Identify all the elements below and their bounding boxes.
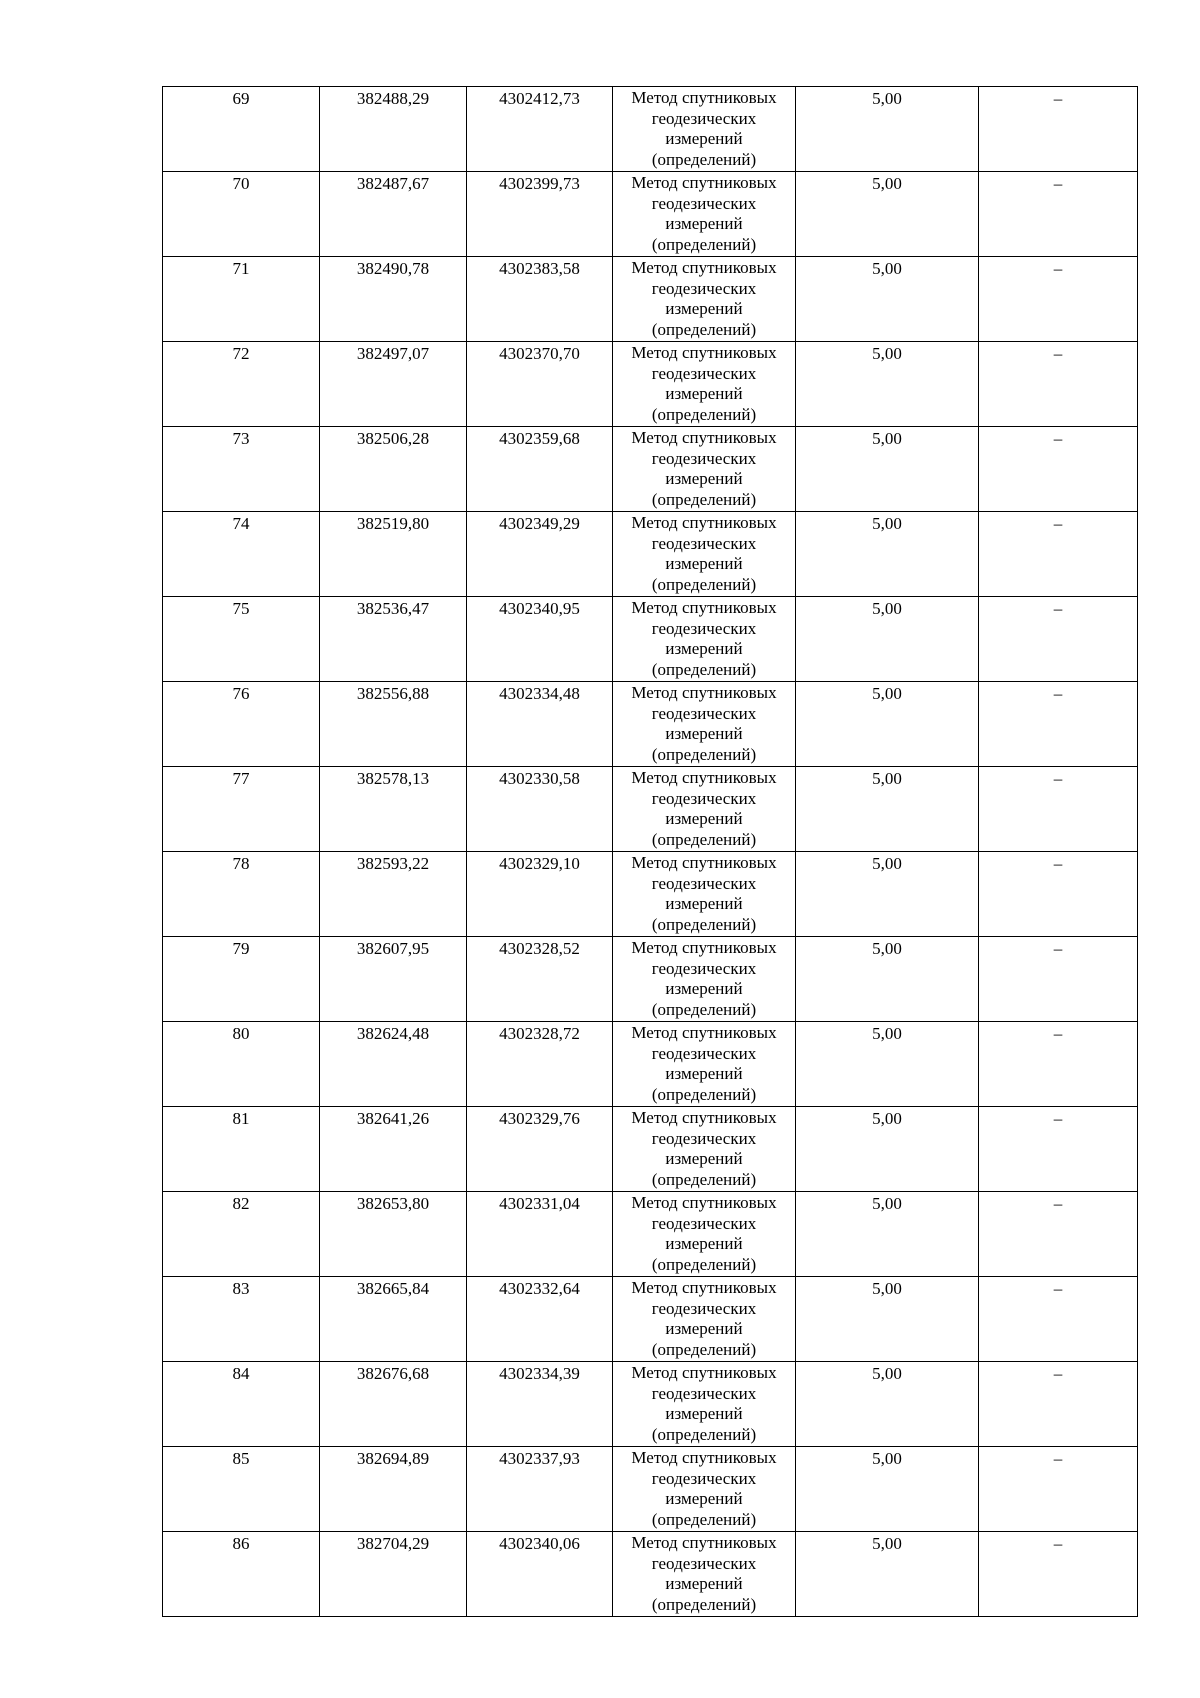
note-cell: – (979, 427, 1138, 512)
table-row (163, 1107, 1138, 1192)
accuracy-cell: 5,00 (796, 1022, 979, 1107)
table-row (163, 1277, 1138, 1362)
y-coordinate-cell: 4302334,48 (467, 682, 613, 767)
point-number-cell: 71 (163, 257, 320, 342)
x-coordinate-cell: 382487,67 (320, 172, 467, 257)
accuracy-cell: 5,00 (796, 257, 979, 342)
point-number-cell: 86 (163, 1532, 320, 1617)
accuracy-cell: 5,00 (796, 852, 979, 937)
point-number-cell: 70 (163, 172, 320, 257)
accuracy-cell: 5,00 (796, 1532, 979, 1617)
accuracy-cell: 5,00 (796, 427, 979, 512)
table-row (163, 172, 1138, 257)
point-number-cell: 83 (163, 1277, 320, 1362)
method-cell: Метод спутниковых геодезических измерений (определений) (613, 87, 796, 172)
table-row (163, 512, 1138, 597)
table-row (163, 1532, 1138, 1617)
table-row (163, 937, 1138, 1022)
note-cell: – (979, 342, 1138, 427)
y-coordinate-cell: 4302328,52 (467, 937, 613, 1022)
method-cell: Метод спутниковых геодезических измерений (определений) (613, 597, 796, 682)
y-coordinate-cell: 4302340,06 (467, 1532, 613, 1617)
point-number-cell: 77 (163, 767, 320, 852)
accuracy-cell: 5,00 (796, 87, 979, 172)
accuracy-cell: 5,00 (796, 682, 979, 767)
y-coordinate-cell: 4302331,04 (467, 1192, 613, 1277)
y-coordinate-cell: 4302329,10 (467, 852, 613, 937)
note-cell: – (979, 1447, 1138, 1532)
point-number-cell: 76 (163, 682, 320, 767)
note-cell: – (979, 257, 1138, 342)
note-cell: – (979, 682, 1138, 767)
x-coordinate-cell: 382490,78 (320, 257, 467, 342)
point-number-cell: 84 (163, 1362, 320, 1447)
y-coordinate-cell: 4302337,93 (467, 1447, 613, 1532)
table-row (163, 427, 1138, 512)
method-cell: Метод спутниковых геодезических измерений (определений) (613, 1532, 796, 1617)
note-cell: – (979, 512, 1138, 597)
note-cell: – (979, 767, 1138, 852)
table-row (163, 1192, 1138, 1277)
note-cell: – (979, 1192, 1138, 1277)
table-body (163, 87, 1138, 1617)
note-cell: – (979, 1532, 1138, 1617)
y-coordinate-cell: 4302370,70 (467, 342, 613, 427)
accuracy-cell: 5,00 (796, 512, 979, 597)
x-coordinate-cell: 382624,48 (320, 1022, 467, 1107)
y-coordinate-cell: 4302399,73 (467, 172, 613, 257)
accuracy-cell: 5,00 (796, 1447, 979, 1532)
method-cell: Метод спутниковых геодезических измерений (определений) (613, 767, 796, 852)
y-coordinate-cell: 4302340,95 (467, 597, 613, 682)
method-cell: Метод спутниковых геодезических измерений (определений) (613, 852, 796, 937)
accuracy-cell: 5,00 (796, 1107, 979, 1192)
note-cell: – (979, 1022, 1138, 1107)
note-cell: – (979, 852, 1138, 937)
point-number-cell: 72 (163, 342, 320, 427)
note-cell: – (979, 597, 1138, 682)
table-row (163, 1022, 1138, 1107)
coordinates-table (162, 86, 1138, 1617)
x-coordinate-cell: 382556,88 (320, 682, 467, 767)
y-coordinate-cell: 4302332,64 (467, 1277, 613, 1362)
point-number-cell: 75 (163, 597, 320, 682)
y-coordinate-cell: 4302383,58 (467, 257, 613, 342)
y-coordinate-cell: 4302334,39 (467, 1362, 613, 1447)
method-cell: Метод спутниковых геодезических измерений (определений) (613, 937, 796, 1022)
x-coordinate-cell: 382578,13 (320, 767, 467, 852)
y-coordinate-cell: 4302330,58 (467, 767, 613, 852)
method-cell: Метод спутниковых геодезических измерений (определений) (613, 512, 796, 597)
accuracy-cell: 5,00 (796, 937, 979, 1022)
accuracy-cell: 5,00 (796, 1362, 979, 1447)
method-cell: Метод спутниковых геодезических измерений (определений) (613, 1022, 796, 1107)
y-coordinate-cell: 4302329,76 (467, 1107, 613, 1192)
x-coordinate-cell: 382488,29 (320, 87, 467, 172)
accuracy-cell: 5,00 (796, 1277, 979, 1362)
table-row (163, 1362, 1138, 1447)
method-cell: Метод спутниковых геодезических измерений (определений) (613, 172, 796, 257)
method-cell: Метод спутниковых геодезических измерений (определений) (613, 1277, 796, 1362)
method-cell: Метод спутниковых геодезических измерений (определений) (613, 682, 796, 767)
note-cell: – (979, 172, 1138, 257)
table-row (163, 342, 1138, 427)
method-cell: Метод спутниковых геодезических измерений (определений) (613, 342, 796, 427)
table-row (163, 87, 1138, 172)
point-number-cell: 85 (163, 1447, 320, 1532)
table-row (163, 1447, 1138, 1532)
y-coordinate-cell: 4302349,29 (467, 512, 613, 597)
accuracy-cell: 5,00 (796, 172, 979, 257)
table-row (163, 682, 1138, 767)
method-cell: Метод спутниковых геодезических измерений (определений) (613, 1192, 796, 1277)
point-number-cell: 74 (163, 512, 320, 597)
x-coordinate-cell: 382536,47 (320, 597, 467, 682)
point-number-cell: 69 (163, 87, 320, 172)
point-number-cell: 78 (163, 852, 320, 937)
note-cell: – (979, 1107, 1138, 1192)
point-number-cell: 73 (163, 427, 320, 512)
method-cell: Метод спутниковых геодезических измерений (определений) (613, 1447, 796, 1532)
accuracy-cell: 5,00 (796, 767, 979, 852)
point-number-cell: 80 (163, 1022, 320, 1107)
x-coordinate-cell: 382519,80 (320, 512, 467, 597)
y-coordinate-cell: 4302328,72 (467, 1022, 613, 1107)
x-coordinate-cell: 382676,68 (320, 1362, 467, 1447)
method-cell: Метод спутниковых геодезических измерений (определений) (613, 257, 796, 342)
x-coordinate-cell: 382593,22 (320, 852, 467, 937)
x-coordinate-cell: 382506,28 (320, 427, 467, 512)
x-coordinate-cell: 382497,07 (320, 342, 467, 427)
table-row (163, 257, 1138, 342)
table-row (163, 852, 1138, 937)
y-coordinate-cell: 4302412,73 (467, 87, 613, 172)
note-cell: – (979, 937, 1138, 1022)
accuracy-cell: 5,00 (796, 1192, 979, 1277)
point-number-cell: 81 (163, 1107, 320, 1192)
x-coordinate-cell: 382665,84 (320, 1277, 467, 1362)
note-cell: – (979, 87, 1138, 172)
method-cell: Метод спутниковых геодезических измерений (определений) (613, 1107, 796, 1192)
note-cell: – (979, 1362, 1138, 1447)
x-coordinate-cell: 382653,80 (320, 1192, 467, 1277)
y-coordinate-cell: 4302359,68 (467, 427, 613, 512)
x-coordinate-cell: 382694,89 (320, 1447, 467, 1532)
x-coordinate-cell: 382704,29 (320, 1532, 467, 1617)
note-cell: – (979, 1277, 1138, 1362)
method-cell: Метод спутниковых геодезических измерений (определений) (613, 1362, 796, 1447)
accuracy-cell: 5,00 (796, 342, 979, 427)
table-row (163, 597, 1138, 682)
x-coordinate-cell: 382641,26 (320, 1107, 467, 1192)
table-row (163, 767, 1138, 852)
point-number-cell: 79 (163, 937, 320, 1022)
method-cell: Метод спутниковых геодезических измерений (определений) (613, 427, 796, 512)
accuracy-cell: 5,00 (796, 597, 979, 682)
x-coordinate-cell: 382607,95 (320, 937, 467, 1022)
point-number-cell: 82 (163, 1192, 320, 1277)
